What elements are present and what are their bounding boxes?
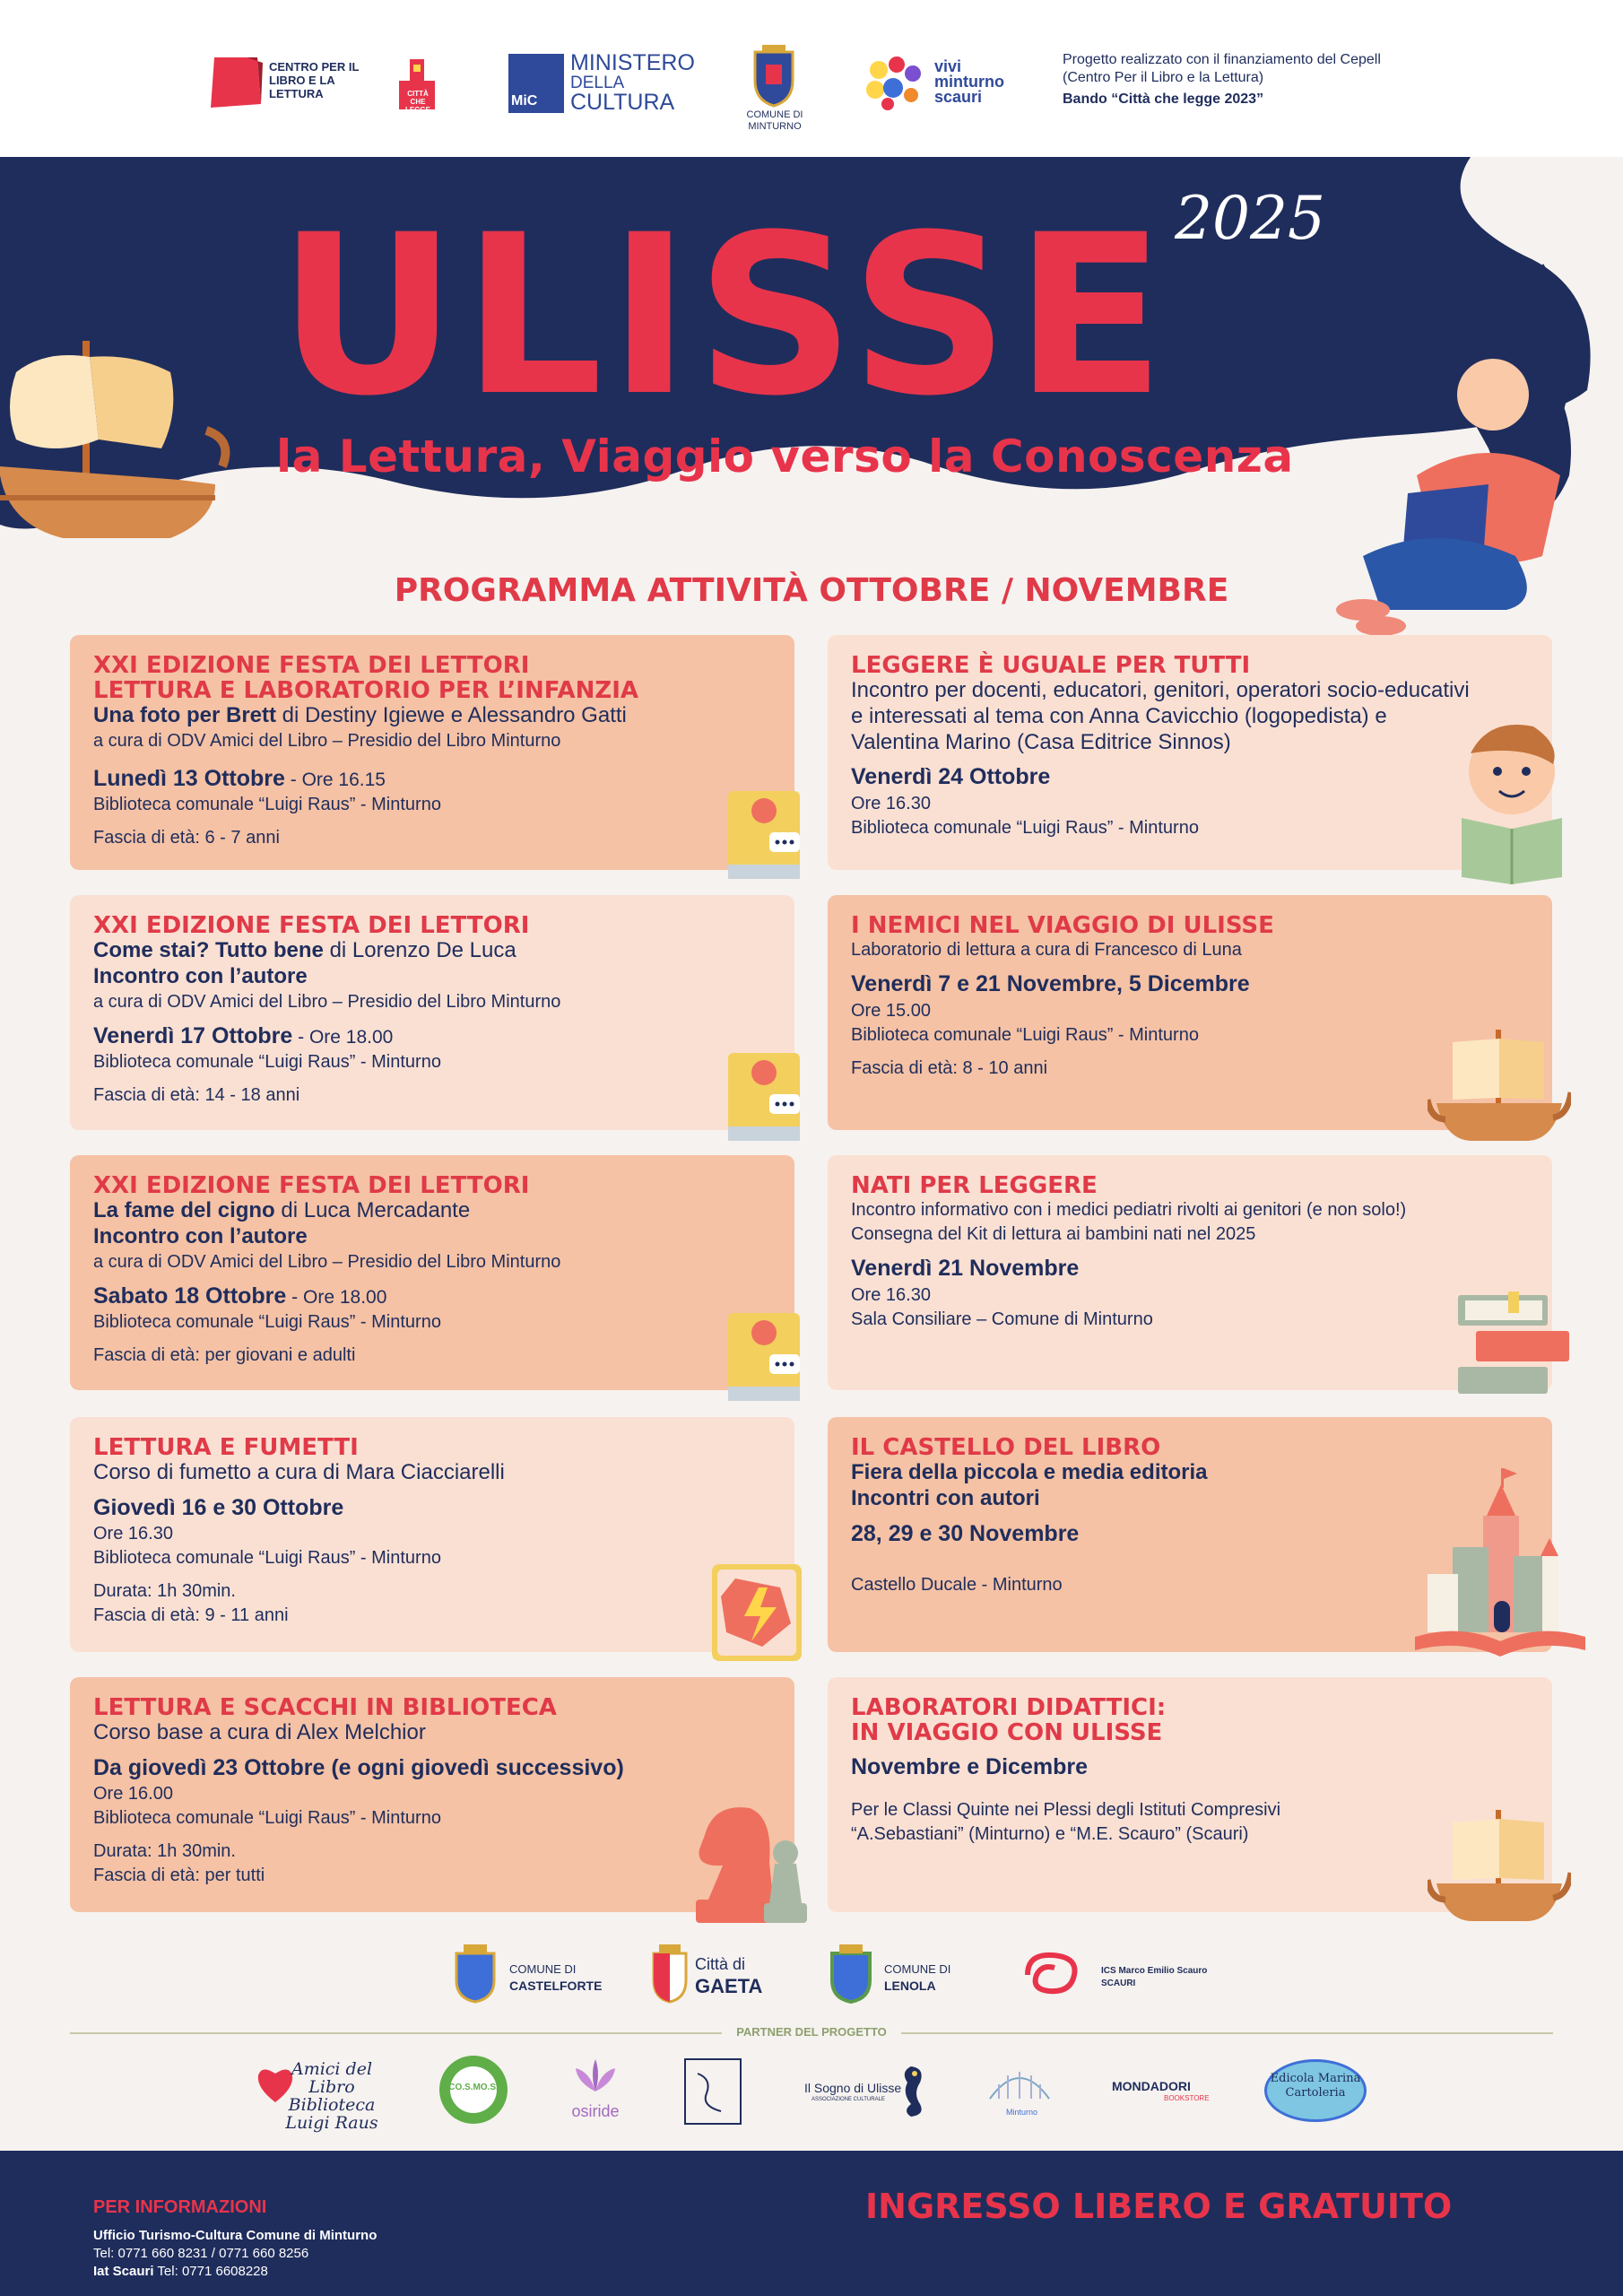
card-title-2: IN VIAGGIO CON ULISSE — [851, 1719, 1163, 1747]
cepell-name: CENTRO PER IL LIBRO E LA LETTURA — [269, 60, 360, 100]
event-date: Lunedì 13 Ottobre — [93, 765, 285, 791]
book-icon — [725, 786, 805, 884]
event-subtitle: la Lettura, Viaggio verso la Conoscenza — [276, 430, 1294, 483]
event-place: Biblioteca comunale “Luigi Raus” - Minturno — [93, 795, 441, 815]
ics-label-2: SCAURI — [1101, 1979, 1136, 1988]
gaeta-crest-icon — [650, 1944, 690, 2004]
gaeta-label-1: Città di — [695, 1955, 746, 1973]
vivi-minturno-logo-icon — [861, 52, 933, 111]
event-place: Biblioteca comunale “Luigi Raus” - Minturno — [93, 1312, 441, 1333]
event-description: Corso di fumetto a cura di Mara Ciacciarelli — [93, 1460, 505, 1485]
event-card-come-stai — [70, 895, 794, 1130]
map-frame-logo-icon — [681, 2056, 744, 2127]
event-card-nati-per-leggere — [828, 1155, 1552, 1390]
event-date: Venerdì 24 Ottobre — [851, 764, 1051, 790]
event-year: 2025 — [1175, 184, 1325, 253]
osiride-label: osiride — [571, 2102, 620, 2120]
event-description-2: Consegna del Kit di lettura ai bambini nati nel 2025 — [851, 1224, 1256, 1245]
comic-book-icon — [708, 1561, 807, 1666]
event-date: Sabato 18 Ottobre — [93, 1283, 287, 1309]
card-title-2: LETTURA E LABORATORIO PER L’INFANZIA — [93, 677, 639, 705]
citta-che-legge-label: CITTÀ CHE LEGGE — [404, 90, 430, 114]
event-description-1: Incontro informativo con i medici pediatri rivolti ai genitori (e non solo!) — [851, 1200, 1407, 1221]
boy-reading-icon — [1453, 718, 1569, 888]
event-place: Biblioteca comunale “Luigi Raus” - Minturno — [93, 1548, 441, 1569]
event-card-leggere-uguale — [828, 635, 1552, 870]
age-range: Fascia di età: 8 - 10 anni — [851, 1057, 1048, 1078]
mondadori-label: MONDADORI — [1112, 2079, 1191, 2093]
age-range: Fascia di età: 14 - 18 anni — [93, 1085, 300, 1106]
author-meeting: Incontro con l’autore — [93, 963, 308, 988]
event-title: ULISSE — [278, 188, 1171, 445]
event-subtitle-2: Incontri con autori — [851, 1485, 1040, 1510]
vivi-word: vivi — [934, 57, 962, 75]
event-time: Ore 16.30 — [851, 1284, 931, 1305]
bando-label: Bando “Città che legge 2023” — [1063, 91, 1264, 107]
event-duration: Durata: 1h 30min. — [93, 1581, 236, 1602]
mondadori-sublabel: BOOKSTORE — [1164, 2094, 1210, 2102]
ics-label-1: ICS Marco Emilio Scauro — [1101, 1966, 1208, 1976]
minturno-crest-icon — [751, 45, 796, 108]
project-note-1: Progetto realizzato con il finanziamento del Cepell — [1063, 52, 1381, 67]
castle-icon — [1415, 1466, 1585, 1668]
ship-icon — [1428, 1810, 1571, 1926]
event-time: - Ore 18.00 — [292, 1026, 394, 1048]
castelforte-crest-icon — [453, 1944, 498, 2004]
event-date: Da giovedì 23 Ottobre (e ogni giovedì successivo) — [93, 1754, 624, 1780]
age-range: Fascia di età: per tutti — [93, 1866, 265, 1886]
card-title: LETTURA E FUMETTI — [93, 1434, 359, 1461]
iat-label: Iat Scauri — [93, 2264, 154, 2279]
book-title: La fame del cigno — [93, 1198, 275, 1223]
author-meeting: Incontro con l’autore — [93, 1223, 308, 1248]
event-date: Novembre e Dicembre — [851, 1754, 1089, 1780]
book-author: di Luca Mercadante — [274, 1198, 471, 1223]
project-note-2: (Centro Per il Libro e la Lettura) — [1063, 70, 1264, 85]
comune-minturno-label: COMUNE DI MINTURNO — [746, 109, 803, 132]
event-time: - Ore 18.00 — [286, 1286, 387, 1308]
event-description: Laboratorio di lettura a cura di Francesco di Luna — [851, 940, 1242, 961]
footer — [0, 2151, 1623, 2296]
ministero-line3: CULTURA — [570, 90, 675, 115]
ministero-line2: DELLA — [570, 74, 625, 92]
event-place: Biblioteca comunale “Luigi Raus” - Minturno — [93, 1052, 441, 1073]
card-title: LABORATORI DIDATTICI: — [851, 1694, 1167, 1721]
vivi-name — [934, 59, 1004, 105]
event-place: Biblioteca comunale “Luigi Raus” - Minturno — [93, 1808, 441, 1829]
event-subtitle-1: Fiera della piccola e media editoria — [851, 1460, 1208, 1485]
organizer: a cura di ODV Amici del Libro – Presidio del Libro Minturno — [93, 991, 561, 1012]
info-title: PER INFORMAZIONI — [93, 2197, 267, 2217]
iat-info — [93, 2264, 268, 2279]
book-icon — [725, 1308, 805, 1406]
organizer: a cura di ODV Amici del Libro – Presidio del Libro Minturno — [93, 1251, 561, 1272]
age-range: Fascia di età: 9 - 11 anni — [93, 1605, 289, 1626]
event-place: Biblioteca comunale “Luigi Raus” - Minturno — [851, 817, 1199, 838]
event-card-festa-lettori-infanzia — [70, 635, 794, 870]
event-time: Ore 16.30 — [851, 793, 931, 813]
amici-line3: Luigi Raus — [285, 2112, 378, 2133]
castelforte-label-2: CASTELFORTE — [509, 1979, 603, 1993]
card-title: XXI EDIZIONE FESTA DEI LETTORI — [93, 652, 530, 679]
event-card-lettura-fumetti — [70, 1417, 794, 1652]
book-icon — [725, 1048, 805, 1146]
sogno-ulisse-sublabel: ASSOCIAZIONE CULTURALE — [812, 2097, 885, 2102]
ship-illustration-icon — [0, 332, 233, 556]
ship-icon — [1428, 1030, 1571, 1146]
progetto-bridge-logo-icon — [986, 2054, 1053, 2108]
card-title: I NEMICI NEL VIAGGIO DI ULISSE — [851, 912, 1274, 939]
card-title: XXI EDIZIONE FESTA DEI LETTORI — [93, 1172, 530, 1199]
event-place: Castello Ducale - Minturno — [851, 1575, 1063, 1596]
card-title: LEGGERE È UGUALE PER TUTTI — [851, 652, 1251, 679]
card-title: IL CASTELLO DEL LIBRO — [851, 1434, 1161, 1461]
event-description-1: Per le Classi Quinte nei Plessi degli Istituti Compresivi — [851, 1799, 1281, 1820]
event-time: - Ore 16.15 — [284, 769, 386, 790]
event-date: Venerdì 7 e 21 Novembre, 5 Dicembre — [851, 971, 1250, 997]
book-title: Come stai? Tutto bene — [93, 938, 324, 963]
partners-label: PARTNER DEL PROGETTO — [722, 2025, 901, 2039]
iat-phone: Tel: 0771 6608228 — [153, 2264, 268, 2279]
free-entry-banner: INGRESSO LIBERO E GRATUITO — [865, 2187, 1453, 2226]
event-date: 28, 29 e 30 Novembre — [851, 1520, 1080, 1546]
event-date: Giovedì 16 e 30 Ottobre — [93, 1494, 344, 1520]
books-stack-icon — [1454, 1292, 1571, 1399]
event-duration: Durata: 1h 30min. — [93, 1841, 236, 1862]
logo-bar — [0, 0, 1623, 157]
program-title: PROGRAMMA ATTIVITÀ OTTOBRE / NOVEMBRE — [394, 572, 1229, 609]
card-title: LETTURA E SCACCHI IN BIBLIOTECA — [93, 1694, 557, 1721]
organizer: a cura di ODV Amici del Libro – Presidio del Libro Minturno — [93, 730, 561, 751]
gaeta-label-2: GAETA — [695, 1975, 763, 1997]
edicola-line2: Cartoleria — [1285, 2085, 1346, 2100]
event-place: Sala Consiliare – Comune di Minturno — [851, 1309, 1153, 1329]
card-title: NATI PER LEGGERE — [851, 1172, 1098, 1199]
progetto-label: Minturno — [1006, 2108, 1038, 2117]
castelforte-label-1: COMUNE DI — [509, 1962, 577, 1976]
lenola-crest-icon — [827, 1944, 875, 2004]
book-author: di Destiny Igiewe e Alessandro Gatti — [276, 703, 627, 728]
cosmos-label: CO.S.MO.S. — [448, 2083, 499, 2092]
seahorse-icon — [895, 2063, 927, 2120]
scauri-word: scauri — [934, 88, 983, 107]
lenola-label-1: COMUNE DI — [884, 1962, 951, 1976]
book-title: Una foto per Brett — [93, 703, 276, 728]
amici-line1: Amici del Libro — [291, 2059, 373, 2097]
event-card-fame-del-cigno — [70, 1155, 794, 1390]
info-phone: Tel: 0771 660 8231 / 0771 660 8256 — [93, 2246, 309, 2261]
book-author: di Lorenzo De Luca — [323, 938, 516, 963]
edicola-label — [1264, 2072, 1367, 2100]
event-description: Incontro per docenti, educatori, genitori, operatori socio-educativi e interessati al tema con Anna Cavicchio (logopedista) e Valentina Marino (Casa Editrice Sinnos) — [851, 678, 1470, 754]
card-title: XXI EDIZIONE FESTA DEI LETTORI — [93, 912, 530, 939]
amici-libro-logo — [269, 2061, 395, 2133]
ics-scauro-logo-icon — [1019, 1948, 1087, 1998]
event-card-lettura-scacchi — [70, 1677, 794, 1912]
age-range: Fascia di età: 6 - 7 anni — [93, 828, 280, 848]
mic-label: MiC — [511, 93, 538, 109]
lenola-label-2: LENOLA — [884, 1979, 936, 1993]
sogno-ulisse-label: Il Sogno di Ulisse — [804, 2081, 902, 2095]
event-date: Venerdì 21 Novembre — [851, 1256, 1080, 1282]
chess-pieces-icon — [687, 1799, 812, 1926]
event-time: Ore 15.00 — [851, 1000, 931, 1021]
age-range: Fascia di età: per giovani e adulti — [93, 1345, 356, 1366]
event-description: Corso base a cura di Alex Melchior — [93, 1720, 426, 1745]
event-date: Venerdì 17 Ottobre — [93, 1022, 293, 1048]
event-time: Ore 16.30 — [93, 1524, 173, 1544]
minturno-word: minturno — [934, 73, 1004, 91]
cepell-logo-icon — [211, 54, 265, 109]
info-office: Ufficio Turismo-Cultura Comune di Minturno — [93, 2228, 378, 2243]
osiride-lotus-icon — [568, 2056, 622, 2100]
event-time: Ore 16.00 — [93, 1784, 173, 1805]
event-description-2: “A.Sebastiani” (Minturno) e “M.E. Scauro” (Scauri) — [851, 1823, 1249, 1844]
event-place: Biblioteca comunale “Luigi Raus” - Minturno — [851, 1024, 1199, 1045]
edicola-line1: Edicola Marina — [1270, 2072, 1361, 2085]
ministero-line1: MINISTERO — [570, 50, 695, 75]
amici-line2: Biblioteca — [288, 2094, 376, 2115]
